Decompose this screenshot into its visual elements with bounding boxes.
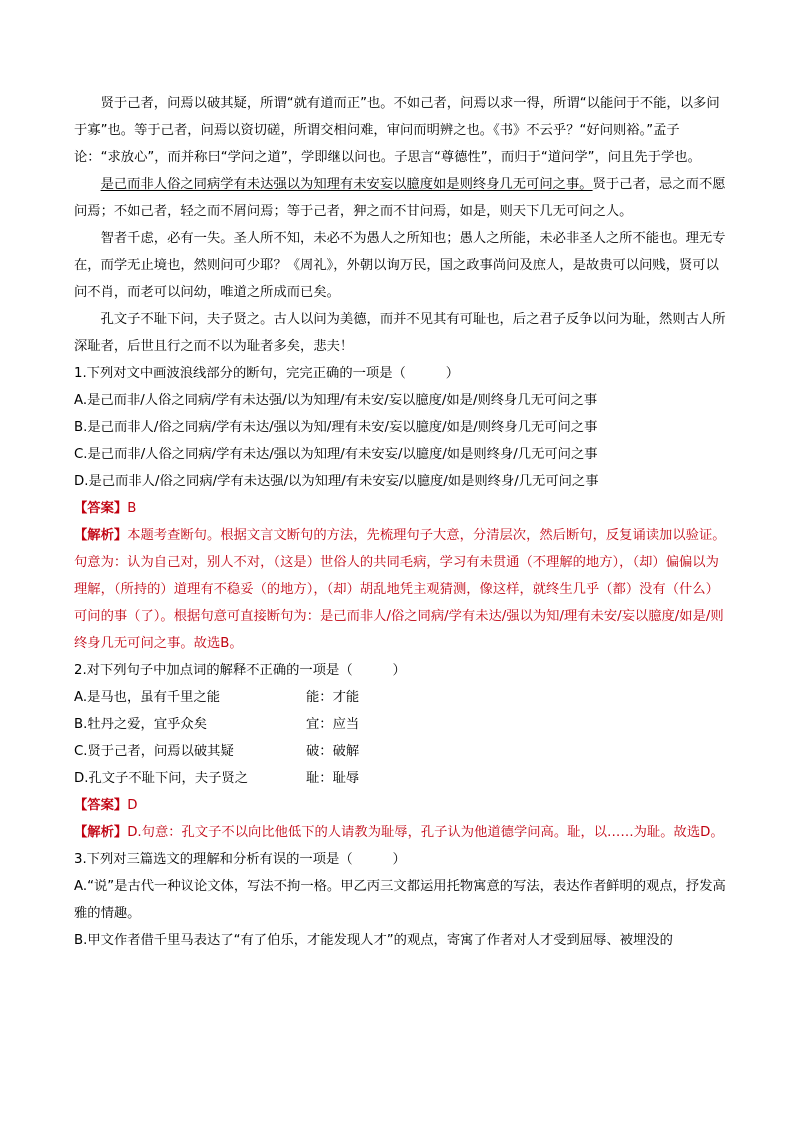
question-2-analysis [74,819,726,846]
question-1-option-a: A.是己而非/人俗之同病/学有未达强/以为知理/有未安/妄以臆度/如是/则终身几无可问之事 [74,393,598,408]
question-1-option-c: C.是己而非/人俗之同病/学有未达/强以为知理/有未安妄/以臆度/如是则终身/几无可问之事 [74,447,598,462]
option-text: D.孔文子不耻下问，夫子贤之 [74,771,249,786]
passage-paragraph-1: 贤于己者，问焉以破其疑，所谓“就有道而正”也。不如己者，问焉以求一得，所谓“以能问于不能，以多问于寡”也。等于己者，问焉以资切磋，所谓交相问难，审问而明辨之也。《书》不云乎？“好问则裕。”孟子论：“求放心”，而并称曰“学问之道”，学即继以问也。子思言“尊德性”，而归于“道问学”，问且先于学也。 [74,96,720,165]
question-1-option-b: B.是己而非人/俗之同病/学有未达/强以为知/理有未安/妄以臆度/如是/则终身几无可问之事 [74,420,598,435]
question-2-answer [74,792,726,819]
passage-paragraph-2-rest: 贤于己者，忌之而不愿问焉；不如己者，轻之而不屑问焉；等于己者，狎之而不甘问焉，如是，则天下几无可问之人。 [74,177,726,219]
document-page [74,90,726,954]
answer-tag: 【答案】 [74,501,128,516]
option-gloss: 能：才能 [306,690,360,705]
analysis-text: 本题考查断句。根据文言文断句的方法，先梳理句子大意，分清层次，然后断句，反复诵读加以验证。句意为：认为自己对，别人不对，（这是）世俗人的共同毛病，学习有未贯通（不理解的地方），（却）偏偏以为理解，（所持的）道理有不稳妥（的地方），（却）胡乱地凭主观猜测，像这样，就终生几乎（都）没有（什么）可问的事（了）。根据句意可直接断句为：是己而非人/俗之同病/学有未达/强以为知/理有未安/妄以臆度/如是/则终身几无可问之事。故选B。 [74,528,726,651]
passage-paragraph-3: 智者千虑，必有一失。圣人所不知，未必不为愚人之所知也；愚人之所能，未必非圣人之所不能也。理无专在，而学无止境也，然则问可少耶？《周礼》，外朝以询万民，国之政事尚问及庶人，是故贵可以问贱，贤可以问不肖，而老可以问幼，唯道之所成而已矣。 [74,231,726,300]
question-3-stem: 3.下列对三篇选文的理解和分析有误的一项是（ ） [74,852,406,867]
question-1-analysis [74,522,726,657]
option-gloss: 破：破解 [306,744,360,759]
question-1-option-d: D.是己而非人/俗之同病/学有未达强/以为知理/有未安妄/以臆度/如是则终身/几无可问之事 [74,474,599,489]
answer-value: D [127,798,138,813]
question-2-option-b [74,711,726,738]
wavy-underlined-sentence: 是己而非人俗之同病学有未达强以为知理有未安妄以臆度如是则终身几无可问之事。 [100,177,593,192]
answer-tag: 【答案】 [74,798,128,813]
option-text: C.贤于己者，问焉以破其疑 [74,744,234,759]
passage-paragraph-2 [74,171,726,225]
option-gloss: 宜：应当 [306,717,360,732]
question-3-option-b: B.甲文作者借千里马表达了“有了伯乐，才能发现人才”的观点，寄寓了作者对人才受到屈辱、被埋没的 [74,933,673,948]
analysis-tag: 【解析】 [74,825,128,840]
option-text: B.牡丹之爱，宜乎众矣 [74,717,208,732]
question-2-option-a [74,684,726,711]
question-2-option-d [74,765,726,792]
passage-paragraph-4: 孔文子不耻下问，夫子贤之。古人以问为美德，而并不见其有可耻也，后之君子反争以问为耻，然则古人所深耻者，后世且行之而不以为耻者多矣，悲夫！ [74,312,726,354]
question-2-stem: 2.对下列句子中加点词的解释不正确的一项是（ ） [74,663,406,678]
answer-value: B [127,501,137,516]
analysis-tag: 【解析】 [74,528,128,543]
question-1-answer [74,495,726,522]
option-gloss: 耻：耻辱 [306,771,360,786]
question-1-stem: 1.下列对文中画波浪线部分的断句，完完正确的一项是（ ） [74,366,459,381]
question-3-option-a: A.“说”是古代一种议论文体，写法不拘一格。甲乙丙三文都运用托物寓意的写法，表达作者鲜明的观点，抒发高雅的情趣。 [74,879,726,921]
analysis-text: D.句意：孔文子不以向比他低下的人请教为耻辱，孔子认为他道德学问高。耻，以……为耻。故选D。 [127,825,724,840]
question-2-option-c [74,738,726,765]
option-text: A.是马也，虽有千里之能 [74,690,221,705]
